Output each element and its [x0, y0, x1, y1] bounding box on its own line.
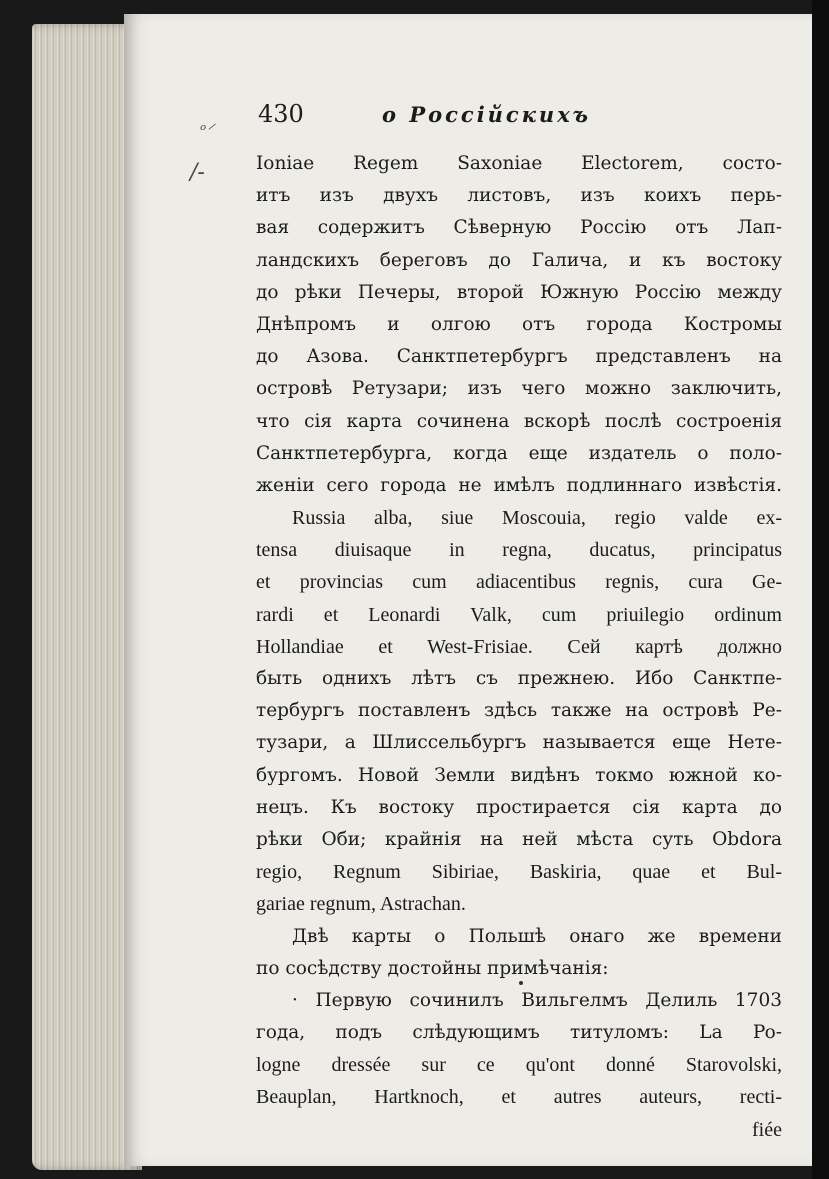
text-line: до Азова. Санктпетербургъ представленъ на: [256, 346, 782, 368]
running-header: [258, 100, 678, 128]
ink-speck: [519, 981, 523, 985]
text-line: вая содержитъ Сѣверную Россію отъ Лап-: [256, 217, 782, 239]
text-line: до рѣки Печеры, второй Южную Россію между: [256, 281, 782, 303]
text-line: et provincias cum adiacentibus regnis, cura Ge-: [256, 571, 782, 594]
text-line: по сосѣдству достойны примѣчанія:: [256, 957, 609, 979]
text-line: года, подъ слѣдующимъ титуломъ: La Po-: [256, 1022, 782, 1044]
running-title: о Россійскихъ: [382, 102, 591, 127]
text-line: fiée: [752, 1118, 782, 1141]
text-line: Ioniae Regem Saxoniae Electorem, состо-: [256, 153, 782, 174]
text-line: рѣки Оби; крайнія на ней мѣста суть Obdora: [256, 828, 782, 850]
text-line: итъ изъ двухъ листовъ, изъ коихъ перь-: [256, 185, 782, 207]
text-line: ландскихъ береговъ до Галича, и къ востоку: [256, 249, 782, 271]
text-line: Beauplan, Hartknoch, et autres auteurs, recti-: [256, 1086, 782, 1109]
text-line: · Первую сочинилъ Вильгелмъ Делиль 1703: [292, 989, 782, 1011]
binding-shadow: [812, 0, 829, 1179]
text-line: tensa diuisaque in regna, ducatus, principatus: [256, 539, 782, 562]
text-line: gariae regnum, Astrachan.: [256, 893, 466, 916]
text-line: тербургъ поставленъ здѣсь также на островѣ Ре-: [256, 700, 782, 722]
text-line: Russia alba, siue Moscouia, regio valde ex-: [292, 507, 782, 530]
text-line: бургомъ. Новой Земли видѣнъ токмо южной ко-: [256, 764, 782, 786]
text-line: островѣ Ретузари; изъ чего можно заключить,: [256, 378, 782, 400]
page-number: 430: [258, 100, 304, 128]
text-line: Днѣпромъ и олгою отъ города Костромы: [256, 313, 782, 335]
margin-mark-1: ᵒ⸍: [200, 120, 215, 139]
text-line: regio, Regnum Sibiriae, Baskiria, quae et Bul-: [256, 861, 782, 884]
text-line: Hollandiae et West-Frisiae. Сей картѣ должно: [256, 635, 782, 658]
text-line: нецъ. Къ востоку простирается сія карта до: [256, 796, 782, 818]
margin-mark-2: /-: [190, 160, 205, 185]
text-line: logne dressée sur ce qu'ont donné Starovolski,: [256, 1054, 782, 1077]
text-line: тузари, а Шлиссельбургъ называется еще Нете-: [256, 732, 782, 754]
text-line: Санктпетербурга, когда еще издатель о поло-: [256, 442, 782, 464]
text-line: что сія карта сочинена вскорѣ послѣ состроенія: [256, 410, 782, 432]
body-text: [256, 148, 782, 1146]
text-line: rardi et Leonardi Valk, cum priuilegio ordinum: [256, 603, 782, 626]
text-line: быть однихъ лѣтъ съ прежнею. Ибо Санктпе-: [256, 668, 782, 689]
text-line: Двѣ карты о Польшѣ онаго же времени: [292, 925, 782, 947]
text-line: женіи сего города не имѣлъ подлиннаго извѣстія.: [256, 474, 782, 496]
